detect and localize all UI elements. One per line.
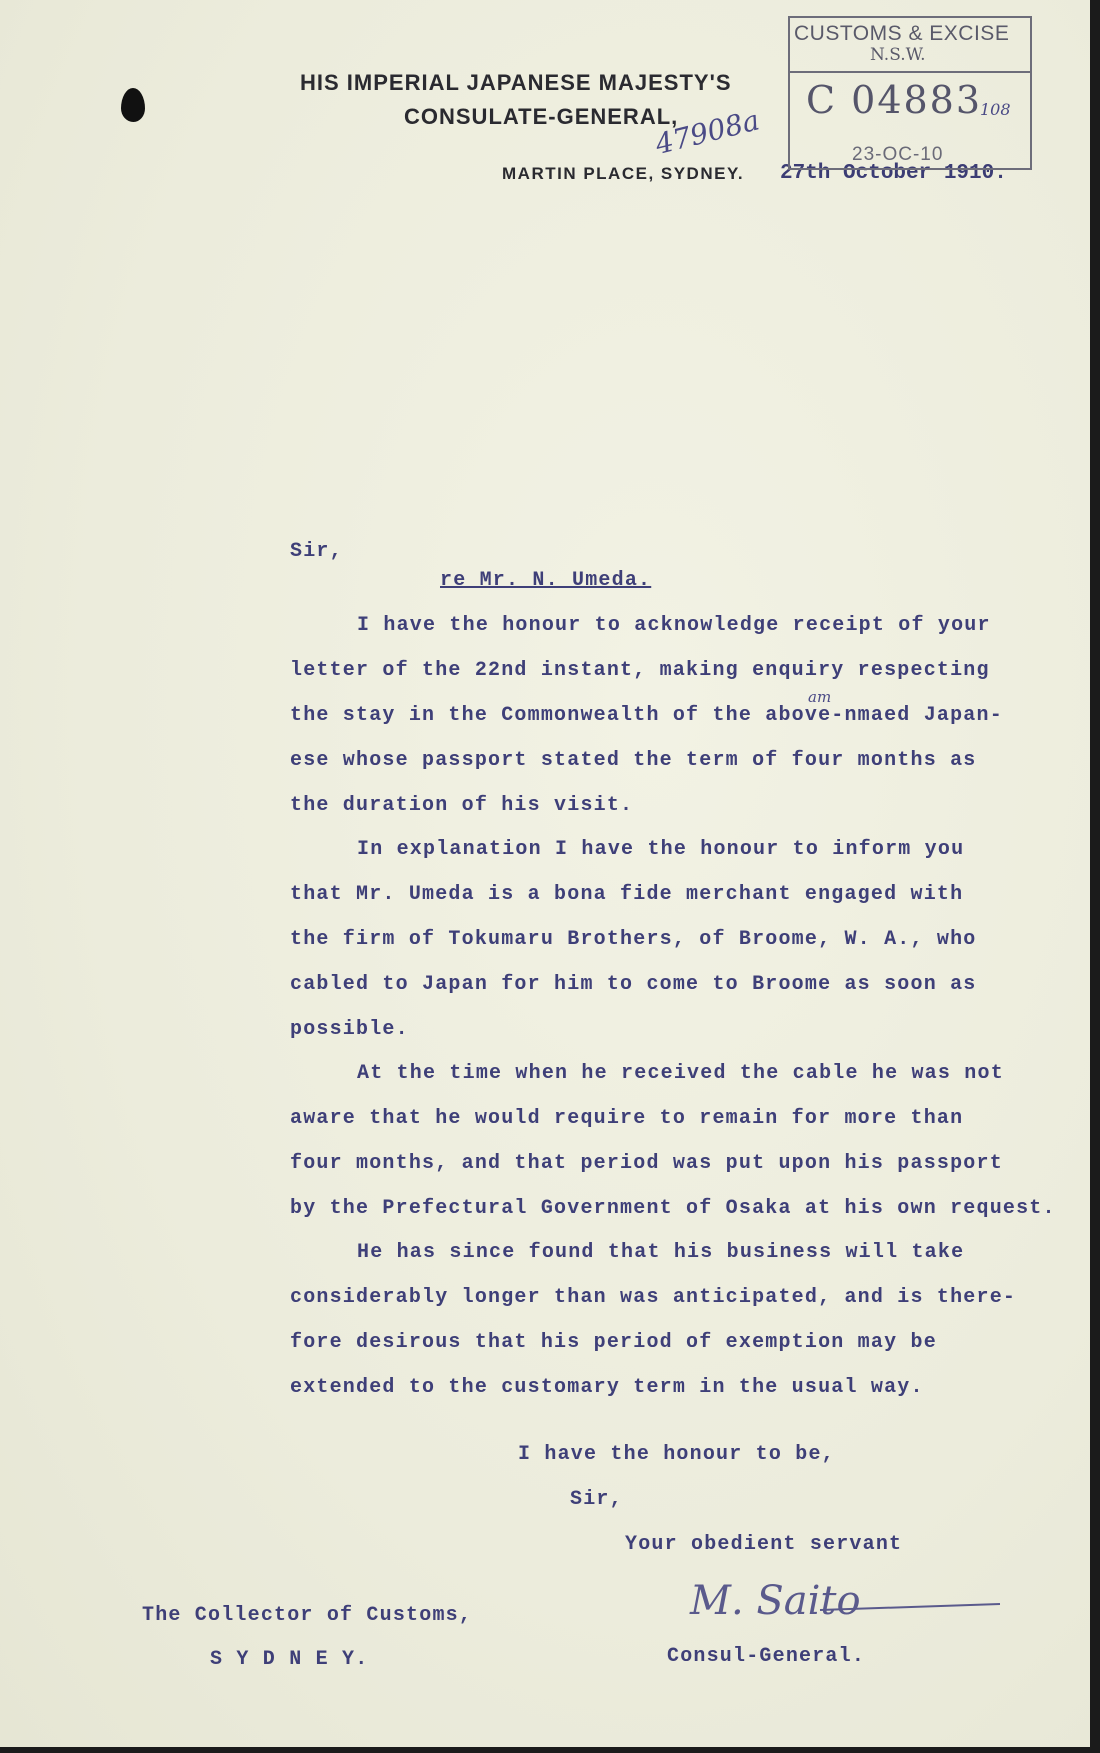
letterhead-address: MARTIN PLACE, SYDNEY.: [502, 164, 745, 183]
paragraph-line: aware that he would require to remain for more than: [290, 1107, 964, 1130]
customs-stamp: [788, 16, 1032, 170]
body-paragraph-1: [290, 603, 1075, 828]
body-paragraph-2: [290, 827, 1075, 1052]
salutation: Sir,: [290, 540, 343, 563]
paragraph-line: extended to the customary term in the usual way.: [290, 1376, 924, 1399]
signature-flourish: [680, 1570, 1010, 1630]
paragraph-line: the firm of Tokumaru Brothers, of Broome, W. A., who: [290, 928, 977, 951]
paragraph-line: by the Prefectural Government of Osaka at his own request.: [290, 1197, 1056, 1220]
paragraph-line: fore desirous that his period of exemption may be: [290, 1331, 937, 1354]
paragraph-line: He has since found that his business will take: [357, 1241, 965, 1264]
handwritten-signature: M. Saito: [690, 1578, 861, 1624]
body-paragraph-4: [290, 1230, 1075, 1410]
stamp-date: 23-OC-10: [852, 144, 944, 165]
letterhead-line-2: CONSULATE-GENERAL,: [404, 104, 679, 129]
paragraph-line: letter of the 22nd instant, making enquiry respecting: [290, 659, 990, 682]
letter-date: 27th October 1910.: [780, 162, 1007, 185]
body-paragraph-3: [290, 1051, 1075, 1231]
addressee-line-1: The Collector of Customs,: [142, 1604, 473, 1627]
stamp-title: CUSTOMS & EXCISE: [794, 22, 1010, 45]
paragraph-line: the duration of his visit.: [290, 794, 634, 817]
paragraph-line: that Mr. Umeda is a bona fide merchant engaged with: [290, 883, 964, 906]
paragraph-line: the stay in the Commonwealth of the above-nmaed Japan-: [290, 704, 1003, 727]
stamp-suffix: 108: [980, 100, 1011, 119]
paragraph-line: possible.: [290, 1018, 409, 1041]
paragraph-line: I have the honour to acknowledge receipt of your: [357, 614, 991, 637]
paragraph-line: four months, and that period was put upon his passport: [290, 1152, 1003, 1175]
closing-line-2: Sir,: [570, 1488, 623, 1511]
paragraph-line: ese whose passport stated the term of four months as: [290, 749, 977, 772]
letterhead-line-1: HIS IMPERIAL JAPANESE MAJESTY'S: [300, 70, 732, 95]
handwritten-correction: am: [808, 688, 832, 706]
paragraph-line: considerably longer than was anticipated, and is there-: [290, 1286, 1017, 1309]
paragraph-line: At the time when he received the cable he was not: [357, 1062, 1004, 1085]
stamp-subtitle: N.S.W.: [870, 45, 926, 65]
closing-line-1: I have the honour to be,: [518, 1443, 835, 1466]
signatory-title: Consul-General.: [667, 1645, 866, 1668]
stamp-number: C 04883: [806, 78, 983, 122]
addressee-line-2: S Y D N E Y.: [210, 1648, 369, 1671]
punch-hole: [121, 88, 145, 122]
subject-line: re Mr. N. Umeda.: [440, 569, 652, 592]
handwritten-reference: 47908a: [652, 103, 763, 161]
paragraph-line: In explanation I have the honour to inform you: [357, 838, 965, 861]
closing-line-3: Your obedient servant: [625, 1533, 903, 1556]
paragraph-line: cabled to Japan for him to come to Broome as soon as: [290, 973, 977, 996]
